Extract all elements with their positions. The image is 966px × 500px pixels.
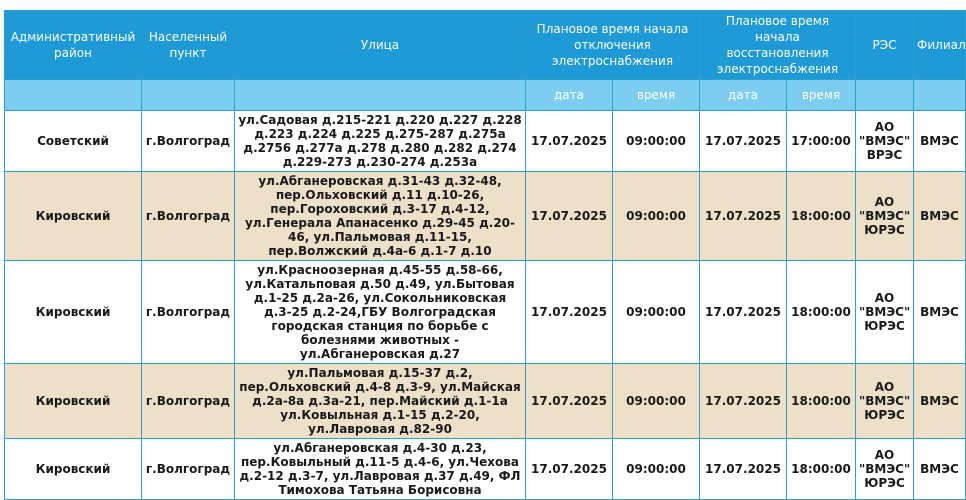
cell-street: ул.Пальмовая д.15-37 д.2, пер.Ольховский д.4-8 д.3-9, ул.Майская д.2а-8а д.3а-21, пер.Майский д.1-1а ул.Ковыльная д.1-15 д.2-20, ул.Лавровая д.82-90 xyxy=(235,364,526,439)
table-row xyxy=(5,111,966,172)
header-res: РЭС xyxy=(856,11,914,80)
cell-res: АО "ВМЭС" ЮРЭС xyxy=(856,172,914,261)
cell-branch: ВМЭС xyxy=(914,439,966,500)
cell-off-date: 17.07.2025 xyxy=(526,364,613,439)
subheader-restore-time: время xyxy=(787,80,856,111)
cell-district: Кировский xyxy=(5,172,142,261)
cell-district: Кировский xyxy=(5,364,142,439)
cell-street: ул.Красноозерная д.45-55 д.58-66, ул.Катальповая д.50 д.49, ул.Бытовая д.1-25 д.2а-26, ул.Сокольниковская д.3-25 д.2-24,ГБУ Волгоградская городская станция по борьбе с болезнями животных - ул.Абганеровская д.27 xyxy=(235,261,526,364)
cell-restore-time: 18:00:00 xyxy=(787,261,856,364)
subheader-restore-date: дата xyxy=(700,80,787,111)
cell-restore-date: 17.07.2025 xyxy=(700,439,787,500)
cell-street: ул.Абганеровская д.4-30 д.23, пер.Ковыльный д.11-5 д.4-6, ул.Чехова д.2-12 д.3-7, ул.Лавровая д.37 д.49, ФЛ Тимохова Татьяна Борисовна xyxy=(235,439,526,500)
table-row xyxy=(5,364,966,439)
cell-settlement: г.Волгоград xyxy=(142,439,235,500)
subheader-off-time: время xyxy=(613,80,700,111)
subheader-empty xyxy=(235,80,526,111)
cell-off-time: 09:00:00 xyxy=(613,111,700,172)
cell-district: Кировский xyxy=(5,261,142,364)
cell-restore-date: 17.07.2025 xyxy=(700,261,787,364)
cell-off-date: 17.07.2025 xyxy=(526,172,613,261)
cell-branch: ВМЭС xyxy=(914,364,966,439)
header-street: Улица xyxy=(235,11,526,80)
cell-settlement: г.Волгоград xyxy=(142,111,235,172)
header-settlement: Населенный пункт xyxy=(142,11,235,80)
cell-off-time: 09:00:00 xyxy=(613,439,700,500)
cell-restore-date: 17.07.2025 xyxy=(700,172,787,261)
cell-off-time: 09:00:00 xyxy=(613,364,700,439)
subheader-row xyxy=(5,80,966,111)
cell-settlement: г.Волгоград xyxy=(142,261,235,364)
subheader-empty xyxy=(142,80,235,111)
cell-district: Кировский xyxy=(5,439,142,500)
cell-res: АО "ВМЭС" ЮРЭС xyxy=(856,364,914,439)
cell-off-date: 17.07.2025 xyxy=(526,439,613,500)
table-row xyxy=(5,261,966,364)
subheader-off-date: дата xyxy=(526,80,613,111)
cell-restore-date: 17.07.2025 xyxy=(700,111,787,172)
header-branch: Филиал xyxy=(914,11,966,80)
cell-res: АО "ВМЭС" ЮРЭС xyxy=(856,439,914,500)
cell-restore-time: 18:00:00 xyxy=(787,172,856,261)
cell-branch: ВМЭС xyxy=(914,261,966,364)
cell-off-date: 17.07.2025 xyxy=(526,111,613,172)
header-restore-time: Плановое время начала восстановления электроснабжения xyxy=(700,11,856,80)
table-row xyxy=(5,172,966,261)
cell-branch: ВМЭС xyxy=(914,172,966,261)
cell-restore-time: 18:00:00 xyxy=(787,364,856,439)
cell-restore-time: 17:00:00 xyxy=(787,111,856,172)
subheader-empty xyxy=(914,80,966,111)
cell-settlement: г.Волгоград xyxy=(142,172,235,261)
cell-branch: ВМЭС xyxy=(914,111,966,172)
cell-restore-time: 18:00:00 xyxy=(787,439,856,500)
subheader-empty xyxy=(5,80,142,111)
cell-off-date: 17.07.2025 xyxy=(526,261,613,364)
header-off-time: Плановое время начала отключения электроснабжения xyxy=(526,11,700,80)
cell-res: АО "ВМЭС" ЮРЭС xyxy=(856,261,914,364)
cell-res: АО "ВМЭС" ВРЭС xyxy=(856,111,914,172)
cell-street: ул.Садовая д.215-221 д.220 д.227 д.228 д.223 д.224 д.225 д.275-287 д.275а д.2756 д.277а д.278 д.280 д.282 д.274 д.229-273 д.230-274 д.253а xyxy=(235,111,526,172)
cell-district: Советский xyxy=(5,111,142,172)
cell-settlement: г.Волгоград xyxy=(142,364,235,439)
header-district: Административный район xyxy=(5,11,142,80)
cell-off-time: 09:00:00 xyxy=(613,172,700,261)
outage-schedule-table xyxy=(4,10,966,500)
cell-off-time: 09:00:00 xyxy=(613,261,700,364)
table-row xyxy=(5,439,966,500)
subheader-empty xyxy=(856,80,914,111)
cell-restore-date: 17.07.2025 xyxy=(700,364,787,439)
header-row xyxy=(5,11,966,80)
cell-street: ул.Абганеровская д.31-43 д.32-48, пер.Ольховский д.11 д.10-26, пер.Гороховский д.3-17 д.4-12, ул.Генерала Апанасенко д.29-45 д.20-46, ул.Пальмовая д.11-15, пер.Волжский д.4а-6 д.1-7 д.10 xyxy=(235,172,526,261)
